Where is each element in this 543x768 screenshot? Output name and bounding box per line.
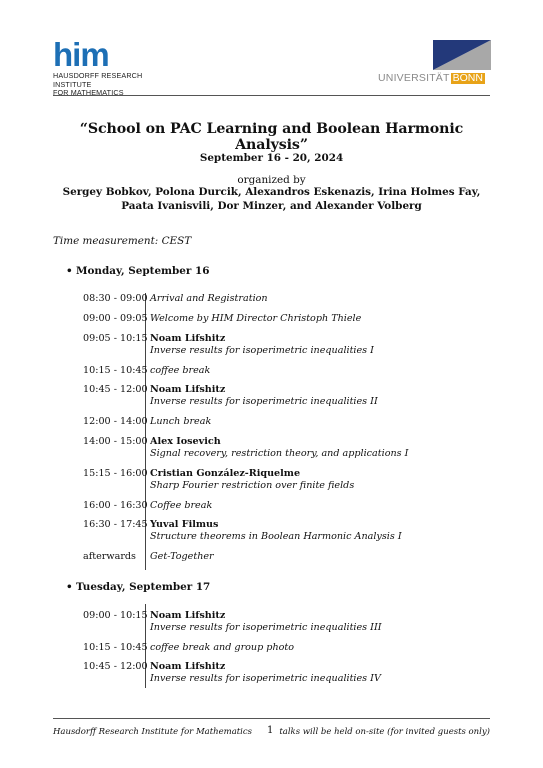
event-text: Welcome by HIM Director Christoph Thiele — [150, 313, 362, 324]
time-slot: 10:45 - 12:00 — [83, 384, 148, 395]
talk-cell — [150, 436, 408, 461]
time-slot: 08:30 - 09:00 — [83, 293, 148, 304]
day-label: Monday, September 16 — [76, 265, 210, 277]
day-heading-tuesday — [66, 581, 210, 593]
event-text: coffee break — [150, 365, 211, 376]
time-measurement-note: Time measurement: CEST — [53, 235, 192, 247]
him-logo-line2: FOR MATHEMATICS — [53, 88, 124, 97]
talk-cell — [150, 610, 382, 635]
talk-title: Structure theorems in Boolean Harmonic Analysis I — [150, 531, 402, 543]
time-slot: 09:00 - 09:05 — [83, 313, 148, 324]
header-divider — [53, 95, 490, 96]
speaker-name: Noam Lifshitz — [150, 661, 226, 672]
speaker-name: Cristian González-Riquelme — [150, 468, 301, 479]
talk-cell — [150, 384, 378, 409]
speaker-name: Noam Lifshitz — [150, 384, 226, 395]
talk-cell — [150, 333, 374, 358]
time-slot: 16:00 - 16:30 — [83, 500, 148, 511]
time-slot: 09:00 - 10:15 — [83, 610, 148, 621]
event-text: coffee break and group photo — [150, 642, 295, 653]
time-slot: afterwards — [83, 551, 136, 562]
talk-title: Signal recovery, restriction theory, and applications I — [150, 448, 409, 460]
organized-by-label: organized by — [237, 174, 306, 186]
footer-note: talks will be held on-site (for invited guests only) — [279, 727, 490, 737]
event-text: Get-Together — [150, 551, 214, 562]
speaker-name: Noam Lifshitz — [150, 610, 226, 621]
him-logo-subtitle — [53, 72, 168, 98]
time-slot: 12:00 - 14:00 — [83, 416, 148, 427]
event-text: Coffee break — [150, 500, 213, 511]
organizers-line-2: Paata Ivanisvili, Dor Minzer, and Alexander Volberg — [121, 199, 422, 212]
talk-title: Sharp Fourier restriction over finite fields — [150, 480, 355, 492]
university-bonn-logo — [378, 40, 492, 84]
event-dates: September 16 - 20, 2024 — [199, 152, 344, 164]
time-slot: 16:30 - 17:45 — [83, 519, 148, 530]
bonn-emblem-icon — [433, 40, 491, 70]
speaker-name: Noam Lifshitz — [150, 333, 226, 344]
talk-cell — [150, 661, 381, 686]
time-slot: 14:00 - 15:00 — [83, 436, 148, 447]
organizers-line-1: Sergey Bobkov, Polona Durcik, Alexandros Eskenazis, Irina Holmes Fay, — [62, 186, 481, 198]
talk-title: Inverse results for isoperimetric inequalities II — [150, 396, 378, 408]
page-number: 1 — [267, 725, 274, 736]
him-logo — [53, 36, 168, 97]
bonn-wordmark-bonn: BONN — [452, 72, 483, 84]
page-title: “School on PAC Learning and Boolean Harmonic Analysis” — [79, 121, 464, 153]
him-logo-mark: him — [53, 36, 109, 73]
time-slot: 15:15 - 16:00 — [83, 468, 148, 479]
talk-cell — [150, 468, 354, 493]
footer-divider — [53, 718, 490, 719]
talk-cell — [150, 519, 402, 544]
bullet-icon: • — [66, 265, 73, 277]
him-logo-line1: HAUSDORFF RESEARCH INSTITUTE — [53, 71, 143, 89]
bullet-icon: • — [66, 581, 73, 593]
time-slot: 09:05 - 10:15 — [83, 333, 148, 344]
time-slot: 10:45 - 12:00 — [83, 661, 148, 672]
event-text: Arrival and Registration — [150, 293, 268, 304]
talk-title: Inverse results for isoperimetric inequalities IV — [150, 673, 381, 685]
time-slot: 10:15 - 10:45 — [83, 365, 148, 376]
footer-institute: Hausdorff Research Institute for Mathematics — [53, 727, 253, 737]
bonn-wordmark-universitat: UNIVERSITÄT — [378, 72, 450, 84]
speaker-name: Alex Iosevich — [150, 436, 221, 447]
day-label: Tuesday, September 17 — [76, 581, 211, 593]
event-text: Lunch break — [150, 416, 212, 427]
talk-title: Inverse results for isoperimetric inequalities I — [150, 345, 374, 357]
bonn-wordmark — [378, 73, 485, 84]
speaker-name: Yuval Filmus — [150, 519, 219, 530]
organizers-list — [53, 186, 490, 213]
talk-title: Inverse results for isoperimetric inequalities III — [150, 622, 382, 634]
day-heading-monday — [66, 265, 209, 277]
time-slot: 10:15 - 10:45 — [83, 642, 148, 653]
